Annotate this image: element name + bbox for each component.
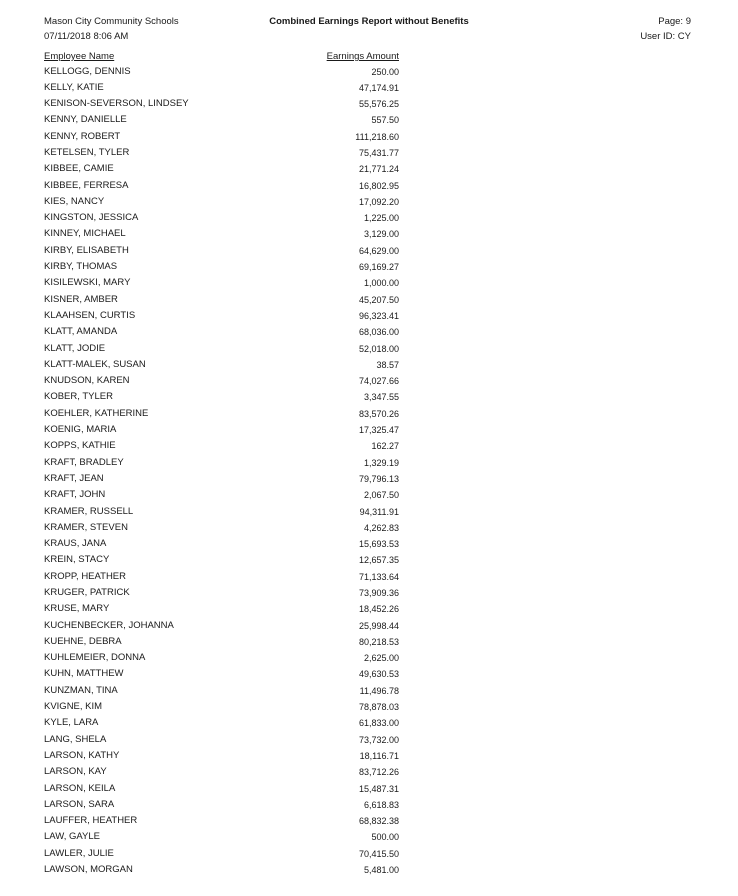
table-row xyxy=(0,81,738,97)
employee-name: KRUSE, MARY xyxy=(44,603,110,615)
table-row xyxy=(0,553,738,569)
employee-name: KELLY, KATIE xyxy=(44,81,104,93)
employee-name: KLAAHSEN, CURTIS xyxy=(44,309,136,321)
table-row xyxy=(0,619,738,635)
earnings-amount: 557.50 xyxy=(371,115,399,126)
earnings-amount: 17,092.20 xyxy=(358,196,399,207)
table-row xyxy=(0,162,738,178)
employee-name: KENNY, ROBERT xyxy=(44,130,121,142)
table-row xyxy=(0,847,738,863)
organization-name: Mason City Community Schools xyxy=(44,16,179,27)
table-row xyxy=(0,130,738,146)
report-title: Combined Earnings Report without Benefits xyxy=(269,16,469,27)
earnings-amount: 21,771.24 xyxy=(358,164,399,175)
employee-name: LANG, SHELA xyxy=(44,733,107,745)
table-row xyxy=(0,472,738,488)
table-row xyxy=(0,325,738,341)
earnings-amount: 47,174.91 xyxy=(358,82,399,93)
employee-name: KROPP, HEATHER xyxy=(44,570,127,582)
employee-name: KVIGNE, KIM xyxy=(44,701,103,713)
employee-name: KISILEWSKI, MARY xyxy=(44,277,131,289)
earnings-amount: 96,323.41 xyxy=(358,310,399,321)
earnings-amount: 162.27 xyxy=(371,441,399,452)
earnings-amount: 4,262.83 xyxy=(363,522,399,533)
column-header-earnings-amount: Earnings Amount xyxy=(326,51,399,62)
earnings-amount: 5,481.00 xyxy=(363,865,399,876)
earnings-amount: 2,625.00 xyxy=(363,653,399,664)
earnings-amount: 1,000.00 xyxy=(363,278,399,289)
table-row xyxy=(0,439,738,455)
earnings-amount: 70,415.50 xyxy=(358,848,399,859)
table-row xyxy=(0,244,738,260)
earnings-amount: 74,027.66 xyxy=(358,376,399,387)
employee-name: KLATT, JODIE xyxy=(44,342,106,354)
earnings-amount: 6,618.83 xyxy=(363,799,399,810)
table-row xyxy=(0,358,738,374)
employee-name: KUCHENBECKER, JOHANNA xyxy=(44,619,174,631)
employee-name: KRAUS, JANA xyxy=(44,538,107,550)
table-row xyxy=(0,97,738,113)
table-row xyxy=(0,749,738,765)
earnings-amount: 49,630.53 xyxy=(358,669,399,680)
earnings-amount: 61,833.00 xyxy=(358,718,399,729)
earnings-amount: 3,347.55 xyxy=(363,392,399,403)
table-row xyxy=(0,765,738,781)
employee-name: KNUDSON, KAREN xyxy=(44,375,130,387)
table-row xyxy=(0,309,738,325)
table-row xyxy=(0,586,738,602)
earnings-amount: 75,431.77 xyxy=(358,147,399,158)
table-row xyxy=(0,716,738,732)
earnings-amount: 17,325.47 xyxy=(358,425,399,436)
employee-name: KUHN, MATTHEW xyxy=(44,668,124,680)
employee-name: KISNER, AMBER xyxy=(44,293,118,305)
table-row xyxy=(0,602,738,618)
employee-name: KELLOGG, DENNIS xyxy=(44,65,131,77)
table-row xyxy=(0,667,738,683)
table-row xyxy=(0,782,738,798)
employee-name: KUNZMAN, TINA xyxy=(44,684,118,696)
earnings-amount: 79,796.13 xyxy=(358,473,399,484)
employee-name: KOENIG, MARIA xyxy=(44,424,117,436)
earnings-amount: 94,311.91 xyxy=(359,506,399,517)
table-row xyxy=(0,407,738,423)
employee-name: KENISON-SEVERSON, LINDSEY xyxy=(44,98,189,110)
employee-name: KRAMER, STEVEN xyxy=(44,521,128,533)
earnings-amount: 64,629.00 xyxy=(358,245,399,256)
employee-name: LAUFFER, HEATHER xyxy=(44,815,138,827)
employee-name: KRAFT, JOHN xyxy=(44,489,106,501)
earnings-amount: 83,570.26 xyxy=(358,408,399,419)
table-row xyxy=(0,505,738,521)
employee-name: LARSON, KAY xyxy=(44,766,107,778)
earnings-amount: 18,452.26 xyxy=(358,604,399,615)
employee-name: LARSON, KEILA xyxy=(44,782,116,794)
earnings-amount: 18,116.71 xyxy=(359,750,399,761)
earnings-amount: 1,225.00 xyxy=(363,213,399,224)
employee-name: LARSON, SARA xyxy=(44,798,115,810)
employee-name: KINGSTON, JESSICA xyxy=(44,212,139,224)
table-row xyxy=(0,195,738,211)
earnings-table xyxy=(0,65,738,880)
earnings-amount: 16,802.95 xyxy=(358,180,399,191)
table-row xyxy=(0,227,738,243)
employee-name: KIBBEE, CAMIE xyxy=(44,163,114,175)
table-row xyxy=(0,342,738,358)
employee-name: KUHLEMEIER, DONNA xyxy=(44,652,146,664)
employee-name: KETELSEN, TYLER xyxy=(44,146,130,158)
table-row xyxy=(0,651,738,667)
earnings-amount: 68,832.38 xyxy=(358,816,399,827)
earnings-amount: 69,169.27 xyxy=(358,262,399,273)
employee-name: KLATT-MALEK, SUSAN xyxy=(44,358,146,370)
earnings-amount: 78,878.03 xyxy=(358,702,399,713)
table-row xyxy=(0,570,738,586)
earnings-amount: 68,036.00 xyxy=(358,327,399,338)
table-row xyxy=(0,700,738,716)
earnings-amount: 15,487.31 xyxy=(358,783,399,794)
earnings-amount: 15,693.53 xyxy=(358,539,399,550)
table-row xyxy=(0,488,738,504)
employee-name: KRAMER, RUSSELL xyxy=(44,505,134,517)
earnings-amount: 55,576.25 xyxy=(358,99,399,110)
earnings-amount: 45,207.50 xyxy=(358,294,399,305)
table-row xyxy=(0,374,738,390)
table-row xyxy=(0,293,738,309)
column-header-employee-name: Employee Name xyxy=(44,51,115,62)
employee-name: KOEHLER, KATHERINE xyxy=(44,407,149,419)
employee-name: KOBER, TYLER xyxy=(44,391,113,403)
employee-name: KINNEY, MICHAEL xyxy=(44,228,126,240)
employee-name: KREIN, STACY xyxy=(44,554,110,566)
earnings-amount: 111,218.60 xyxy=(355,131,399,142)
table-row xyxy=(0,733,738,749)
employee-name: LAW, GAYLE xyxy=(44,831,100,843)
table-row xyxy=(0,179,738,195)
table-row xyxy=(0,635,738,651)
employee-name: KRAFT, JEAN xyxy=(44,472,104,484)
earnings-amount: 71,133.64 xyxy=(358,571,399,582)
employee-name: KRAFT, BRADLEY xyxy=(44,456,124,468)
table-row xyxy=(0,390,738,406)
employee-name: LAWLER, JULIE xyxy=(44,847,114,859)
table-row xyxy=(0,260,738,276)
employee-name: LARSON, KATHY xyxy=(44,749,120,761)
earnings-amount: 500.00 xyxy=(371,832,399,843)
employee-name: KIBBEE, FERRESA xyxy=(44,179,129,191)
earnings-amount: 73,732.00 xyxy=(358,734,399,745)
table-row xyxy=(0,814,738,830)
earnings-amount: 2,067.50 xyxy=(363,490,399,501)
table-row xyxy=(0,113,738,129)
employee-name: KIRBY, ELISABETH xyxy=(44,244,129,256)
table-row xyxy=(0,863,738,879)
earnings-amount: 250.00 xyxy=(371,66,399,77)
table-row xyxy=(0,146,738,162)
employee-name: KIES, NANCY xyxy=(44,195,105,207)
table-row xyxy=(0,423,738,439)
table-row xyxy=(0,684,738,700)
employee-name: KUEHNE, DEBRA xyxy=(44,635,122,647)
table-row xyxy=(0,521,738,537)
earnings-amount: 73,909.36 xyxy=(358,588,399,598)
earnings-amount: 83,712.26 xyxy=(358,767,399,778)
table-row xyxy=(0,211,738,227)
employee-name: KRUGER, PATRICK xyxy=(44,587,130,598)
table-row xyxy=(0,830,738,846)
table-row xyxy=(0,798,738,814)
employee-name: LAWSON, MORGAN xyxy=(44,864,133,876)
user-id: User ID: CY xyxy=(640,31,691,42)
earnings-amount: 3,129.00 xyxy=(363,229,399,240)
earnings-amount: 38.57 xyxy=(376,359,399,370)
report-datetime: 07/11/2018 8:06 AM xyxy=(44,31,129,42)
table-row xyxy=(0,276,738,292)
table-row xyxy=(0,65,738,81)
table-row xyxy=(0,456,738,472)
earnings-amount: 1,329.19 xyxy=(363,457,399,468)
employee-name: KOPPS, KATHIE xyxy=(44,440,116,452)
employee-name: KLATT, AMANDA xyxy=(44,326,118,338)
earnings-amount: 25,998.44 xyxy=(358,620,399,631)
earnings-amount: 80,218.53 xyxy=(358,636,399,647)
employee-name: KYLE, LARA xyxy=(44,717,99,729)
earnings-amount: 11,496.78 xyxy=(359,685,399,696)
employee-name: KENNY, DANIELLE xyxy=(44,114,127,126)
table-row xyxy=(0,537,738,553)
earnings-amount: 52,018.00 xyxy=(358,343,399,354)
page-number: Page: 9 xyxy=(658,16,691,27)
earnings-amount: 12,657.35 xyxy=(358,555,399,566)
employee-name: KIRBY, THOMAS xyxy=(44,261,118,273)
